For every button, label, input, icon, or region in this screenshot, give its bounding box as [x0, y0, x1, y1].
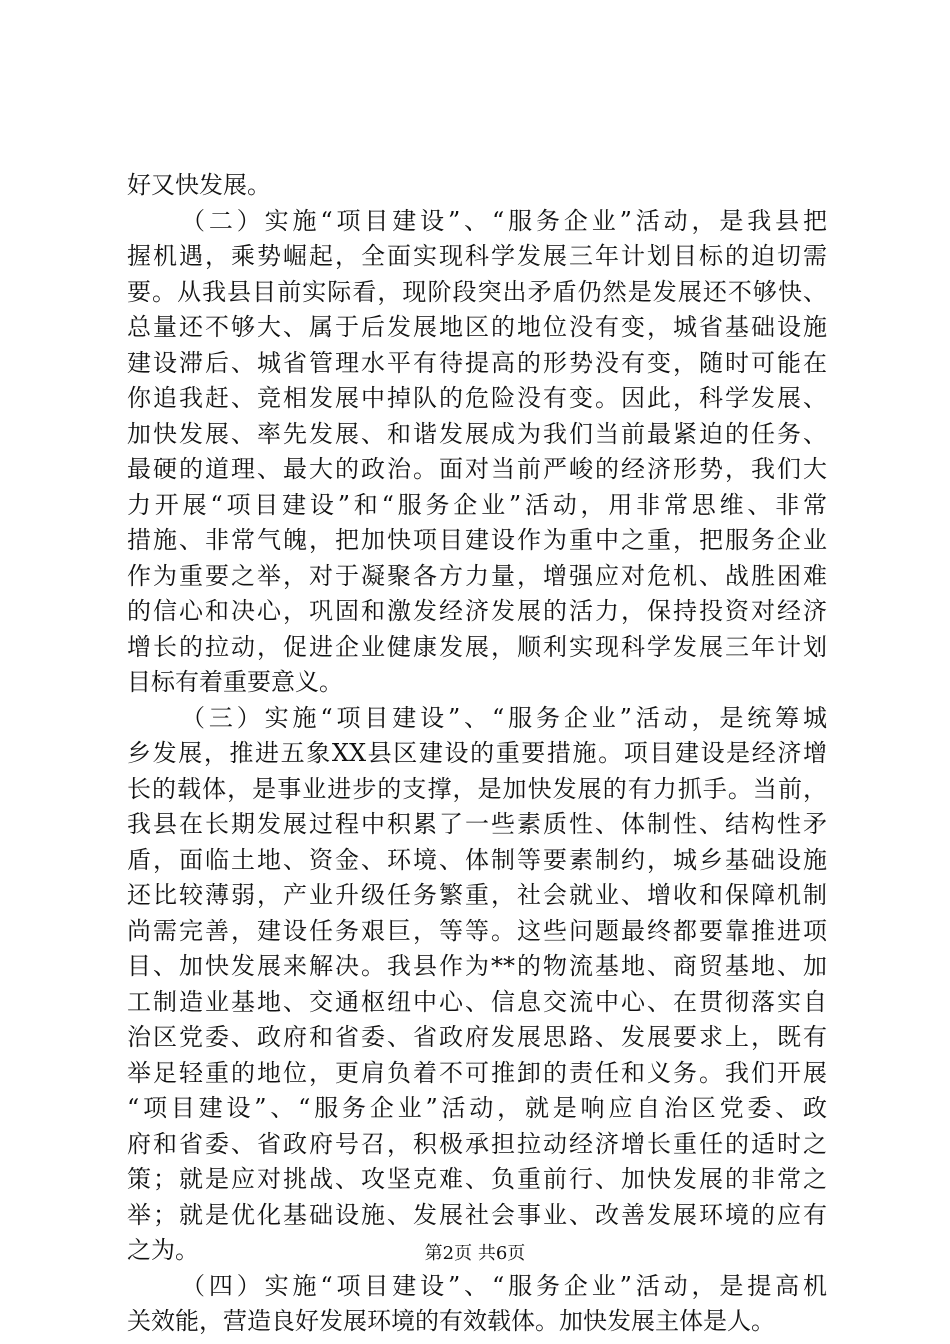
text-line: 建设滞后、城省管理水平有待提高的形势没有变，随时可能在 — [127, 348, 827, 377]
text-line: 的信心和决心，巩固和激发经济发展的活力，保持投资对经济 — [127, 597, 827, 625]
text-line: “项目建设”、“服务企业”活动，就是响应自治区党委、政 — [127, 1094, 827, 1122]
text-line: 我县在长期发展过程中积累了一些素质性、体制性、结构性矛 — [127, 810, 827, 838]
text-line: 措施、非常气魄，把加快项目建设作为重中之重，把服务企业 — [127, 526, 827, 554]
text-line: 握机遇，乘势崛起，全面实现科学发展三年计划目标的迫切需 — [127, 242, 827, 270]
paragraph — [127, 168, 827, 204]
text-line: 治区党委、政府和省委、省政府发展思路、发展要求上，既有 — [127, 1023, 827, 1051]
paragraph — [127, 701, 827, 1269]
text-line: （三）实施“项目建设”、“服务企业”活动，是统筹城 — [181, 703, 827, 732]
text-line: 要。从我县目前实际看，现阶段突出矛盾仍然是发展还不够快、 — [127, 277, 827, 306]
text-line: 关效能，营造良好发展环境的有效载体。加快发展主体是人。 — [127, 1307, 775, 1335]
text-line: 尚需完善，建设任务艰巨，等等。这些问题最终都要靠推进项 — [127, 916, 827, 945]
text-line: 最硬的道理、最大的政治。面对当前严峻的经济形势，我们大 — [127, 455, 827, 483]
text-line: 府和省委、省政府号召，积极承担拉动经济增长重任的适时之 — [127, 1129, 827, 1158]
text-line: 加快发展、率先发展、和谐发展成为我们当前最紧迫的任务、 — [127, 419, 827, 448]
text-line: 好又快发展。 — [127, 171, 271, 199]
paragraph — [127, 204, 827, 701]
text-line: 增长的拉动，促进企业健康发展，顺利实现科学发展三年计划 — [127, 632, 827, 661]
text-line: 目标有着重要意义。 — [127, 668, 343, 696]
text-line: 策；就是应对挑战、攻坚克难、负重前行、加快发展的非常之 — [127, 1165, 827, 1193]
text-line: 你追我赶、竞相发展中掉队的危险没有变。因此，科学发展、 — [127, 384, 827, 412]
text-line: 作为重要之举，对于凝聚各方力量，增强应对危机、战胜困难 — [127, 561, 827, 590]
text-line: （二）实施“项目建设”、“服务企业”活动，是我县把 — [181, 206, 827, 235]
text-line: 举；就是优化基础设施、发展社会事业、改善发展环境的应有 — [127, 1200, 827, 1229]
text-line: 力开展“项目建设”和“服务企业”活动，用非常思维、非常 — [127, 490, 827, 519]
document-body — [127, 168, 827, 1340]
text-line: 还比较薄弱，产业升级任务繁重，社会就业、增收和保障机制 — [127, 881, 827, 909]
text-line: 盾，面临土地、资金、环境、体制等要素制约，城乡基础设施 — [127, 845, 827, 874]
text-line: （四）实施“项目建设”、“服务企业”活动，是提高机 — [181, 1271, 827, 1300]
text-line: 总量还不够大、属于后发展地区的地位没有变，城省基础设施 — [127, 313, 827, 341]
text-line: 工制造业基地、交通枢纽中心、信息交流中心、在贯彻落实自 — [127, 987, 827, 1016]
page-footer: 第2页 共6页 — [424, 1243, 526, 1264]
text-line: 乡发展，推进五象XX县区建设的重要措施。项目建设是经济增 — [127, 739, 827, 767]
text-line: 长的载体，是事业进步的支撑，是加快发展的有力抓手。当前， — [127, 774, 827, 803]
text-line: 举足轻重的地位，更肩负着不可推卸的责任和义务。我们开展 — [127, 1058, 827, 1087]
paragraph — [127, 1269, 827, 1340]
text-line: 目、加快发展来解决。我县作为**的物流基地、商贸基地、加 — [127, 952, 827, 980]
text-line: 之为。 — [127, 1236, 199, 1264]
